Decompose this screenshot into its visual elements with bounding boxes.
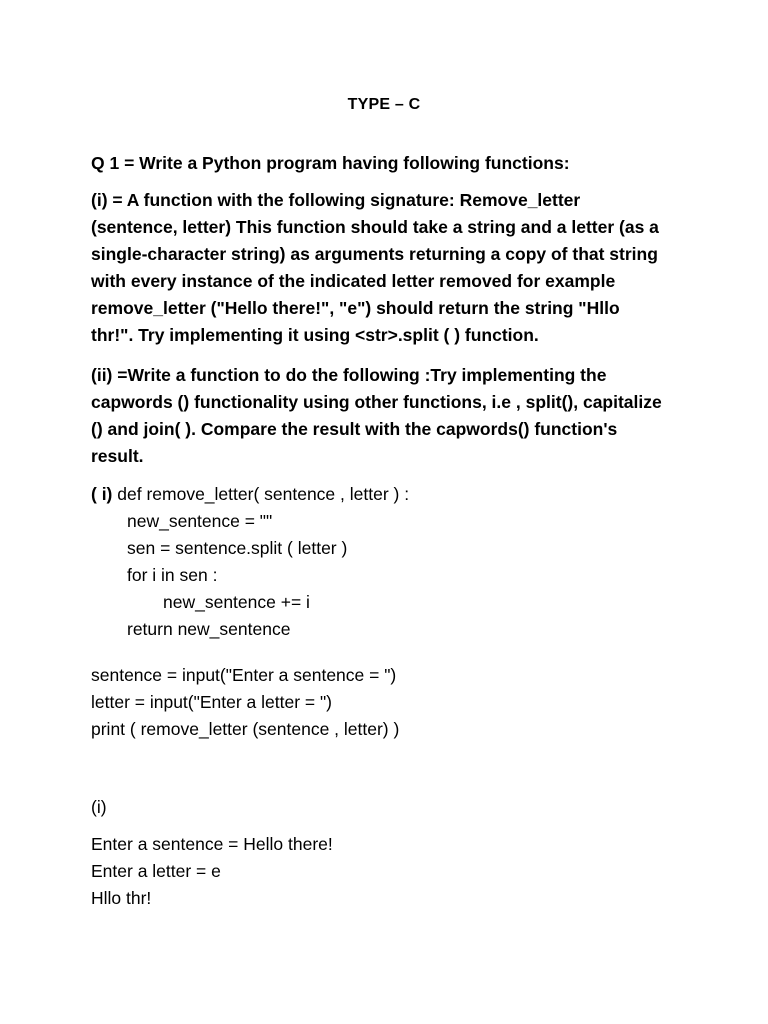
part-i-paragraph bbox=[91, 187, 671, 349]
part-ii-paragraph bbox=[91, 362, 671, 470]
code-listing bbox=[91, 481, 671, 643]
io-code-listing bbox=[91, 662, 671, 743]
io-line: letter = input("Enter a letter = ") bbox=[91, 692, 333, 712]
question-heading bbox=[91, 150, 671, 177]
document-title: TYPE – C bbox=[347, 96, 421, 113]
code-line: new_sentence = "" bbox=[127, 511, 273, 531]
output-label-block bbox=[91, 794, 671, 821]
code-return-line: return new_sentence bbox=[127, 619, 291, 639]
part-ii-line: capwords () functionality using other functions, i.e , split(), capitalize bbox=[91, 392, 662, 412]
io-line: print ( remove_letter (sentence , letter) ) bbox=[91, 719, 400, 739]
code-inner-line: new_sentence += i bbox=[163, 592, 310, 612]
part-ii-line: () and join( ). Compare the result with the capwords() function's bbox=[91, 419, 618, 439]
output-line: Enter a sentence = Hello there! bbox=[91, 834, 333, 854]
program-output bbox=[91, 831, 671, 912]
part-i-line: (sentence, letter) This function should take a string and a letter (as a bbox=[91, 217, 659, 237]
output-line: Hllo thr! bbox=[91, 888, 152, 908]
io-line: sentence = input("Enter a sentence = ") bbox=[91, 665, 397, 685]
output-label: (i) bbox=[91, 797, 107, 817]
part-i-line: with every instance of the indicated letter removed for example bbox=[91, 271, 616, 291]
code-def: def remove_letter( sentence , letter ) : bbox=[117, 484, 410, 504]
part-ii-line: (ii) =Write a function to do the following :Try implementing the bbox=[91, 365, 607, 385]
code-line: sen = sentence.split ( letter ) bbox=[127, 538, 348, 558]
part-i-line: (i) = A function with the following signature: Remove_letter bbox=[91, 190, 581, 210]
code-def-line bbox=[91, 481, 671, 508]
output-line: Enter a letter = e bbox=[91, 861, 221, 881]
part-i-line: single-character string) as arguments returning a copy of that string bbox=[91, 244, 658, 264]
code-label: ( i) bbox=[91, 484, 113, 504]
part-i-line: remove_letter ("Hello there!", "e") should return the string "Hllo bbox=[91, 298, 620, 318]
part-ii-line: result. bbox=[91, 446, 144, 466]
code-line: for i in sen : bbox=[127, 565, 218, 585]
question-heading-text: Q 1 = Write a Python program having following functions: bbox=[91, 153, 570, 173]
part-i-line: thr!". Try implementing it using <str>.split ( ) function. bbox=[91, 325, 539, 345]
